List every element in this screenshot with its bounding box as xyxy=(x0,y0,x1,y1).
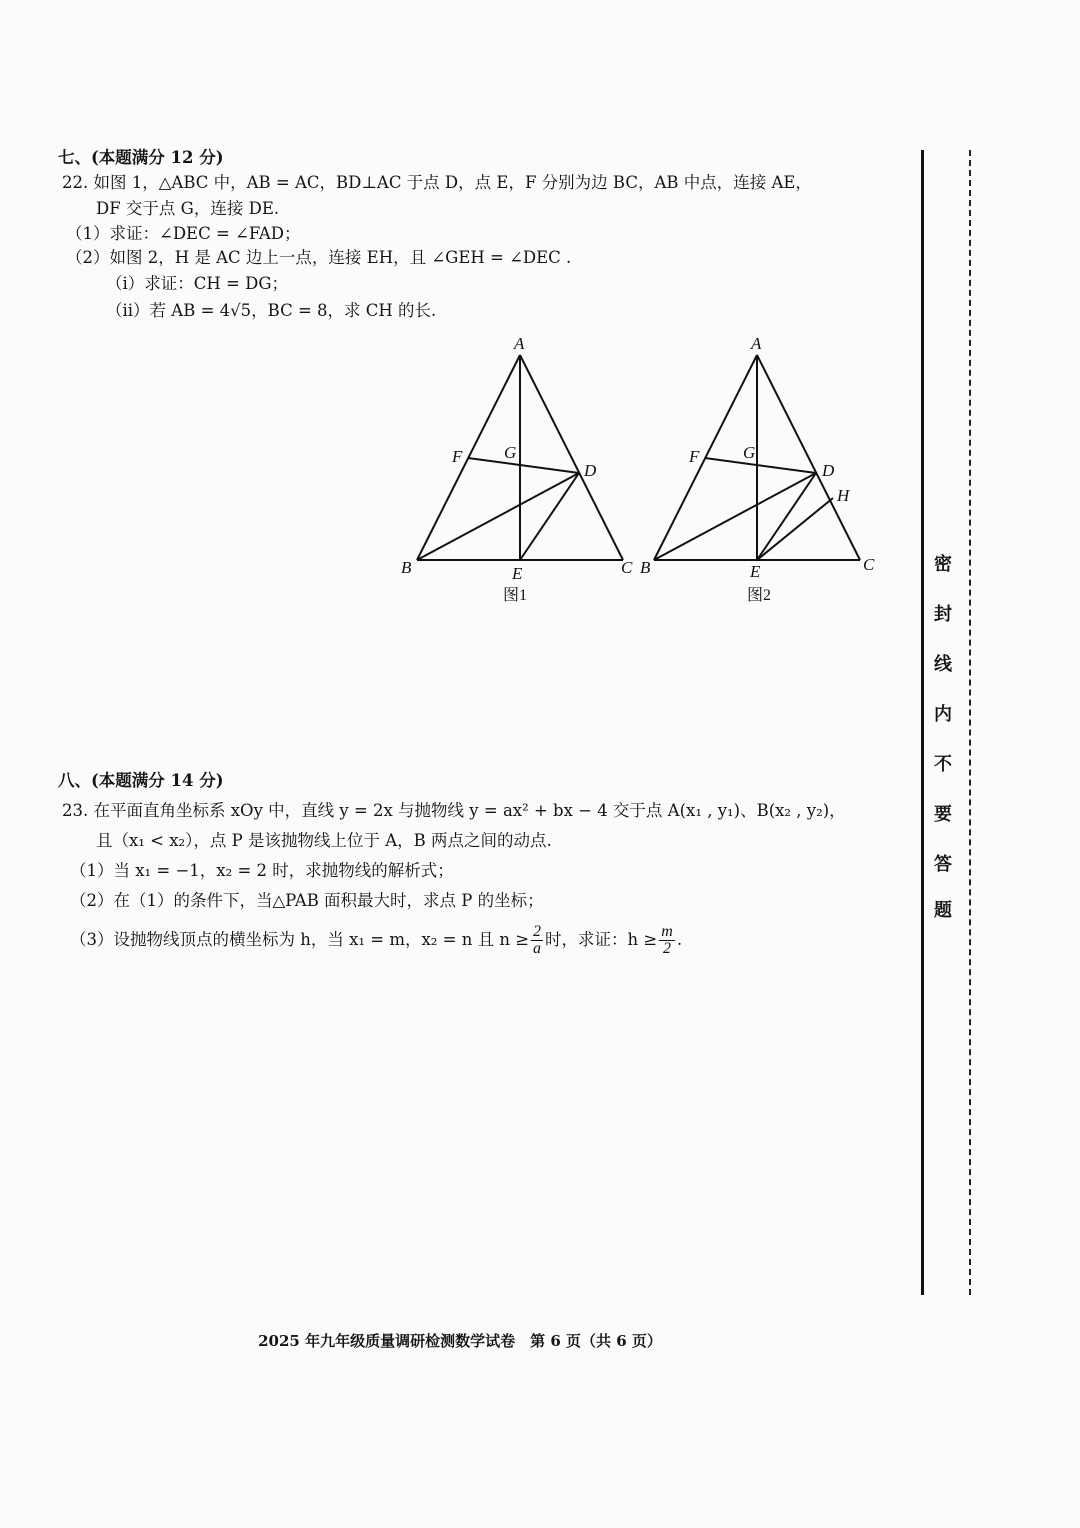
label-c: C xyxy=(621,558,633,577)
q22-part2: （2）如图 2，H 是 AC 边上一点，连接 EH，且 ∠GEH = ∠DEC . xyxy=(66,248,572,267)
q23-part3-text-a: （3）设抛物线顶点的横坐标为 h，当 x₁ = m，x₂ = n 且 n ≥ xyxy=(70,930,530,949)
seal-char-3: 线 xyxy=(934,654,952,675)
fraction-numerator: m xyxy=(661,923,673,940)
seal-char-7: 答 xyxy=(934,854,952,875)
seal-char-4: 内 xyxy=(934,704,952,725)
segment-bd xyxy=(417,473,579,560)
section-8-header: 八、(本题满分 14 分) xyxy=(58,771,224,790)
label-h: H xyxy=(837,486,850,505)
fraction-numerator: 2 xyxy=(533,923,542,940)
label-g: G xyxy=(743,443,756,462)
page-footer: 2025 年九年级质量调研检测数学试卷 第 6 页（共 6 页） xyxy=(258,1332,662,1350)
label-c: C xyxy=(863,555,875,574)
q22-part2-i: （i）求证：CH = DG； xyxy=(106,274,289,293)
q23-part3 xyxy=(70,920,682,960)
seal-char-8: 题 xyxy=(934,900,952,921)
label-e: E xyxy=(512,564,523,583)
q22-part2-ii: （ii）若 AB = 4√5，BC = 8，求 CH 的长. xyxy=(106,301,437,320)
segment-df xyxy=(468,458,579,473)
segment-ac xyxy=(757,355,860,560)
figure-2 xyxy=(632,330,882,610)
fraction-m-over-2 xyxy=(659,924,675,957)
q22-line1: 22. 如图 1，△ABC 中，AB = AC，BD⊥AC 于点 D，点 E，F 分别为边 BC，AB 中点，连接 AE， xyxy=(62,173,812,192)
q23-part2: （2）在（1）的条件下，当△PAB 面积最大时，求点 P 的坐标； xyxy=(70,891,544,910)
q23-line2: 且（x₁ < x₂），点 P 是该抛物线上位于 A，B 两点之间的动点. xyxy=(96,831,552,850)
segment-de xyxy=(757,473,816,560)
label-b: B xyxy=(401,558,412,577)
label-a: A xyxy=(751,334,762,353)
segment-ac xyxy=(520,355,623,560)
segment-df xyxy=(705,458,816,473)
label-g: G xyxy=(504,443,517,462)
fraction-2-over-a xyxy=(531,924,543,957)
label-b: B xyxy=(640,558,651,577)
q23-part3-text-b: 时，求证：h ≥ xyxy=(545,930,658,949)
fraction-denominator: a xyxy=(533,940,542,957)
figure-1-caption: 图1 xyxy=(503,587,528,604)
seal-dashed-line xyxy=(969,150,971,1295)
segment-de xyxy=(520,473,579,560)
seal-char-1: 密 xyxy=(934,554,952,575)
seal-solid-line xyxy=(921,150,924,1295)
fraction-denominator: 2 xyxy=(663,940,672,957)
figure-2-caption: 图2 xyxy=(747,587,772,604)
q22-line2: DF 交于点 G，连接 DE. xyxy=(96,199,280,218)
label-f: F xyxy=(452,447,463,466)
segment-eh xyxy=(757,498,833,560)
label-a: A xyxy=(514,334,525,353)
q23-line1: 23. 在平面直角坐标系 xOy 中，直线 y = 2x 与抛物线 y = ax² + bx − 4 交于点 A(x₁ , y₁)、B(x₂ , y₂)， xyxy=(62,801,846,820)
label-d: D xyxy=(584,461,597,480)
seal-char-5: 不 xyxy=(934,754,952,775)
figure-1 xyxy=(395,330,645,610)
seal-char-6: 要 xyxy=(934,804,952,825)
seal-char-2: 封 xyxy=(934,604,952,625)
q22-part1: （1）求证：∠DEC = ∠FAD； xyxy=(66,224,301,243)
q23-part3-text-c: . xyxy=(676,930,683,949)
q23-part1: （1）当 x₁ = −1，x₂ = 2 时，求抛物线的解析式； xyxy=(70,861,454,880)
segment-bd xyxy=(654,473,816,560)
label-d: D xyxy=(822,461,835,480)
section-7-header: 七、(本题满分 12 分) xyxy=(58,148,224,167)
label-e: E xyxy=(750,562,761,581)
label-f: F xyxy=(689,447,700,466)
